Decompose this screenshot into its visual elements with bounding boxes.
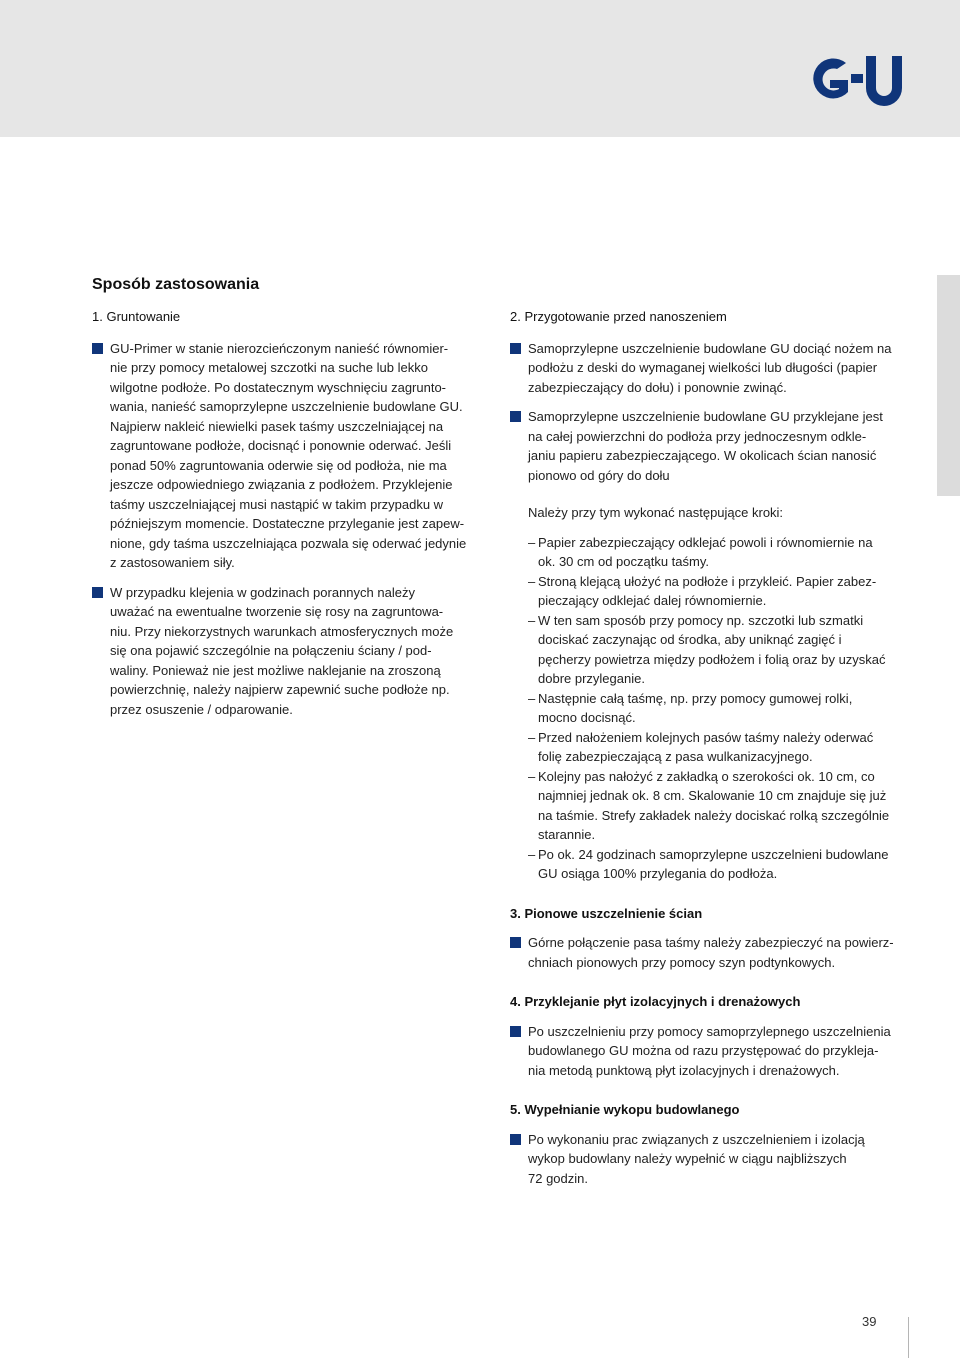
line: ponad 50% zagruntowania oderwie się od podłoża, nie ma <box>110 457 447 473</box>
section-1-bullet-2 <box>92 583 492 720</box>
steps-list <box>510 533 920 884</box>
line: późniejszym momencie. Dostateczne przyleganie jest zapew- <box>110 516 465 531</box>
section-2-bullet-2 <box>510 407 920 485</box>
line: GU osiąga 100% przylegania do podłoża. <box>538 866 778 881</box>
page-number-rule <box>908 1317 909 1358</box>
right-column <box>510 307 920 1188</box>
list-item <box>528 572 920 611</box>
line: folię zabezpieczającą z pasa wulkanizacyjnego. <box>538 749 813 764</box>
line: dociskać zaczynając od środka, aby uniknąć zagięć i <box>538 632 842 647</box>
bullet-square-icon <box>510 937 521 948</box>
line: przez osuszenie / odparowanie. <box>110 701 293 717</box>
line: nione, gdy taśma uszczelniająca pozwala się oderwać jedynie <box>110 535 467 551</box>
line: najmniej jednak ok. 8 cm. Skalowanie 10 cm znajduje się już <box>538 788 887 803</box>
line: nia metodą punktową płyt izolacyjnych i drenażowych. <box>528 1062 840 1078</box>
line: W ten sam sposób przy pomocy np. szczotki lub szmatki <box>538 612 864 628</box>
line: nie przy pomocy metalowej szczotki na suche lub lekko <box>110 360 428 375</box>
line: Górne połączenie pasa taśmy należy zabezpieczyć na powierz- <box>528 935 894 950</box>
list-item <box>528 767 920 845</box>
line: Samoprzylepne uszczelnienie budowlane GU przyklejane jest <box>528 409 883 424</box>
line: zagruntowane podłoże, docisnąć i ponownie oderwać. Jeśli <box>110 438 452 453</box>
dash-icon: – <box>528 612 536 628</box>
section-5-heading: 5. Wypełnianie wykopu budowlanego <box>510 1102 740 1117</box>
line: na taśmie. Strefy zakładek należy dociskać rolką szczególnie <box>538 807 890 823</box>
line: uważać na ewentualne tworzenie się rosy na zagruntowa- <box>110 604 444 619</box>
line: pieczający odklejać dalej równomiernie. <box>538 593 767 608</box>
bullet-square-icon <box>510 1134 521 1145</box>
line: Po uszczelnieniu przy pomocy samoprzylepnego uszczelnienia <box>528 1023 891 1039</box>
section-5-bullet-1 <box>510 1130 920 1189</box>
line: wykop budowlany należy wypełnić w ciągu najbliższych <box>528 1151 847 1166</box>
line: Następnie całą taśmę, np. przy pomocy gumowej rolki, <box>538 690 853 706</box>
line: dobre przyleganie. <box>538 671 645 686</box>
line: jeszcze odpowiedniego związania z podłożem. Przyklejenie <box>110 477 453 492</box>
section-1-bullet-1 <box>92 339 492 573</box>
dash-icon: – <box>528 534 536 550</box>
gu-logo <box>806 50 910 110</box>
line: starannie. <box>538 827 596 842</box>
section-3-heading: 3. Pionowe uszczelnienie ścian <box>510 905 703 921</box>
steps-intro: Należy przy tym wykonać następujące kroki: <box>528 505 784 520</box>
section-2-heading: 2. Przygotowanie przed nanoszeniem <box>510 309 727 324</box>
bullet-square-icon <box>92 587 103 598</box>
line: janiu papieru zabezpieczającego. W okolicach ścian nanosić <box>528 448 877 463</box>
line: z zastosowaniem siły. <box>110 555 235 570</box>
dash-icon: – <box>528 846 536 862</box>
line: mocno docisnąć. <box>538 710 636 725</box>
line: Najpierw nakleić niewielki pasek taśmy uszczelniającej na <box>110 418 444 434</box>
side-tab <box>937 275 960 496</box>
list-item <box>528 611 920 689</box>
line: W przypadku klejenia w godzinach porannych należy <box>110 584 415 600</box>
list-item <box>528 533 920 572</box>
bullet-square-icon <box>510 411 521 422</box>
bullet-square-icon <box>510 1026 521 1037</box>
line: Po wykonaniu prac związanych z uszczelnieniem i izolacją <box>528 1131 865 1147</box>
line: GU-Primer w stanie nierozcieńczonym nanieść równomier- <box>110 340 449 356</box>
line: na całej powierzchni do podłoża przy jednoczesnym odkle- <box>528 428 867 444</box>
section-4-heading: 4. Przyklejanie płyt izolacyjnych i drenażowych <box>510 994 801 1009</box>
line: budowlanego GU można od razu przystępować do przykleja- <box>528 1043 879 1058</box>
line: Samoprzylepne uszczelnienie budowlane GU dociąć nożem na <box>528 340 892 356</box>
line: podłożu z deski do wymaganej wielkości lub długości (papier <box>528 360 878 375</box>
section-1-heading: 1. Gruntowanie <box>92 309 181 324</box>
line: niu. Przy niekorzystnych warunkach atmosferycznych może <box>110 623 454 639</box>
line: wilgotne podłoże. Po dostatecznym wyschnięciu zagrunto- <box>110 379 447 395</box>
list-item <box>528 689 920 728</box>
section-2-bullet-1 <box>510 339 920 398</box>
page-number: 39 <box>862 1314 877 1329</box>
line: chniach pionowych przy pomocy szyn podtynkowych. <box>528 954 836 970</box>
line: ok. 30 cm od początku taśmy. <box>538 554 709 569</box>
line: Kolejny pas nałożyć z zakładką o szerokości ok. 10 cm, co <box>538 768 875 784</box>
line: 72 godzin. <box>528 1170 588 1186</box>
line: wania, nanieść samoprzylepne uszczelnienie budowlane GU. <box>110 399 463 414</box>
bullet-square-icon <box>92 343 103 354</box>
line: Przed nałożeniem kolejnych pasów taśmy należy oderwać <box>538 729 874 745</box>
line: taśmy uszczelniającej musi nastąpić w takim przypadku w <box>110 496 444 512</box>
line: się ona pojawić szczególnie na połączeniu ściany / pod- <box>110 643 432 658</box>
line: powierzchnię, należy najpierw zapewnić suche podłoże np. <box>110 682 450 697</box>
list-item <box>528 728 920 767</box>
bullet-square-icon <box>510 343 521 354</box>
section-3-bullet-1 <box>510 933 920 972</box>
section-4-bullet-1 <box>510 1022 920 1081</box>
line: pęcherzy powietrza między podłożem i folią oraz by uzyskać <box>538 651 886 667</box>
line: Po ok. 24 godzinach samoprzylepne uszczelnieni budowlane <box>538 846 889 862</box>
dash-icon: – <box>528 768 536 784</box>
line: Papier zabezpieczający odklejać powoli i równomiernie na <box>538 534 873 550</box>
page-title: Sposób zastosowania <box>92 276 260 293</box>
left-column <box>92 307 492 719</box>
line: pionowo od góry do dołu <box>528 467 670 483</box>
dash-icon: – <box>528 729 536 745</box>
list-item <box>528 845 920 884</box>
line: zabezpieczający do dołu) i ponownie zwinąć. <box>528 379 787 395</box>
line: Stroną klejącą ułożyć na podłoże i przykleić. Papier zabez- <box>538 573 877 589</box>
dash-icon: – <box>528 573 536 589</box>
dash-icon: – <box>528 690 536 706</box>
line: waliny. Ponieważ nie jest możliwe naklejanie na zroszoną <box>110 662 441 678</box>
